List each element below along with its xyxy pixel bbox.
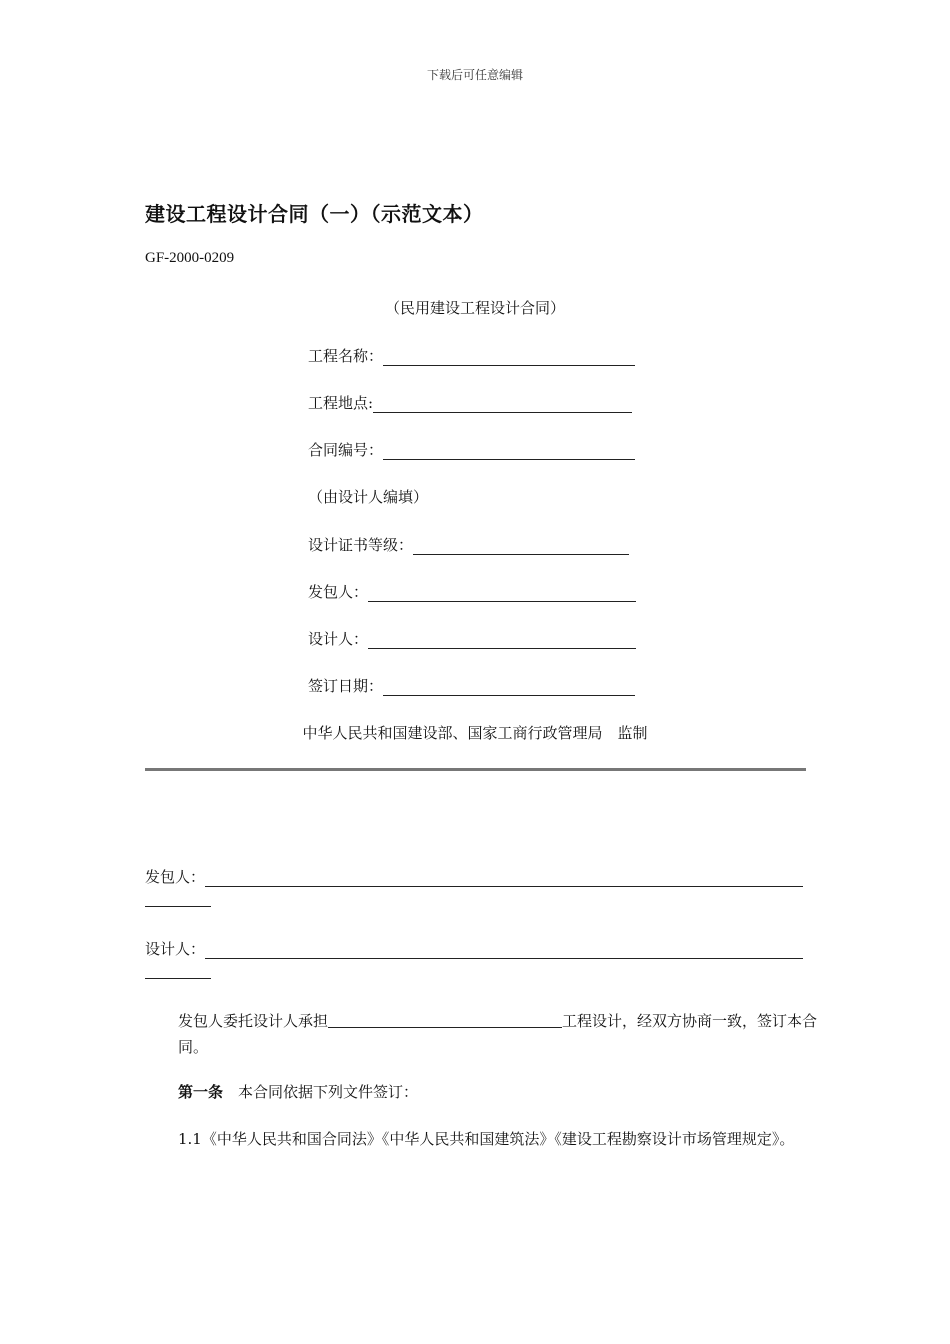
intro-text-before: 发包人委托设计人承担 [178, 1012, 329, 1030]
blank-line[interactable] [383, 349, 635, 366]
party-label: 发包人： [145, 868, 206, 886]
field-certificate-grade[interactable] [308, 534, 629, 555]
contract-subtitle: （民用建设工程设计合同） [384, 299, 565, 317]
blank-line[interactable] [373, 396, 632, 413]
blank-line[interactable] [368, 632, 636, 649]
blank-line[interactable] [413, 538, 629, 555]
party-designer[interactable] [145, 938, 803, 959]
field-label: 合同编号： [308, 441, 384, 459]
page-header-note: 下载后可任意编辑 [426, 68, 523, 82]
contract-code: GF-2000-0209 [145, 250, 235, 266]
party-label: 设计人： [145, 940, 206, 958]
issuing-authority: 中华人民共和国建设部、国家工商行政管理局 监制 [302, 724, 648, 742]
project-blank-line[interactable] [328, 1011, 562, 1028]
party-employer[interactable] [145, 866, 803, 887]
field-contract-number[interactable] [308, 439, 635, 460]
section-divider [145, 768, 806, 771]
blank-line[interactable] [205, 870, 803, 887]
field-label: 工程名称： [308, 347, 384, 365]
field-label: 设计人： [308, 630, 369, 648]
article-1 [145, 1079, 839, 1105]
blank-line[interactable] [368, 585, 636, 602]
field-label: 签订日期： [308, 677, 384, 695]
filled-by-designer-note: （由设计人编填） [308, 488, 429, 506]
field-label: 工程地点: [308, 394, 374, 412]
blank-line[interactable] [383, 679, 635, 696]
article-1-text: 本合同依据下列文件签订： [238, 1083, 419, 1101]
field-signing-date[interactable] [308, 675, 635, 696]
intro-text-after: 工程设计，经双方协商一致，签订本合同。 [178, 1012, 818, 1056]
field-project-name[interactable] [308, 345, 635, 366]
article-item-1-1: 1.1《中华人民共和国合同法》《中华人民共和国建筑法》《建设工程勘察设计市场管理规定》。 [178, 1130, 795, 1148]
article-1-heading: 第一条 [178, 1083, 224, 1101]
blank-line-continuation [145, 906, 211, 907]
field-project-location[interactable] [308, 392, 632, 413]
field-designer[interactable] [308, 628, 636, 649]
field-label: 发包人： [308, 583, 369, 601]
intro-paragraph [145, 1008, 839, 1060]
contract-title: 建设工程设计合同（一）（示范文本） [145, 202, 484, 226]
field-employer[interactable] [308, 581, 636, 602]
field-label: 设计证书等级： [308, 536, 414, 554]
blank-line[interactable] [383, 443, 635, 460]
blank-line-continuation [145, 978, 211, 979]
blank-line[interactable] [205, 942, 803, 959]
